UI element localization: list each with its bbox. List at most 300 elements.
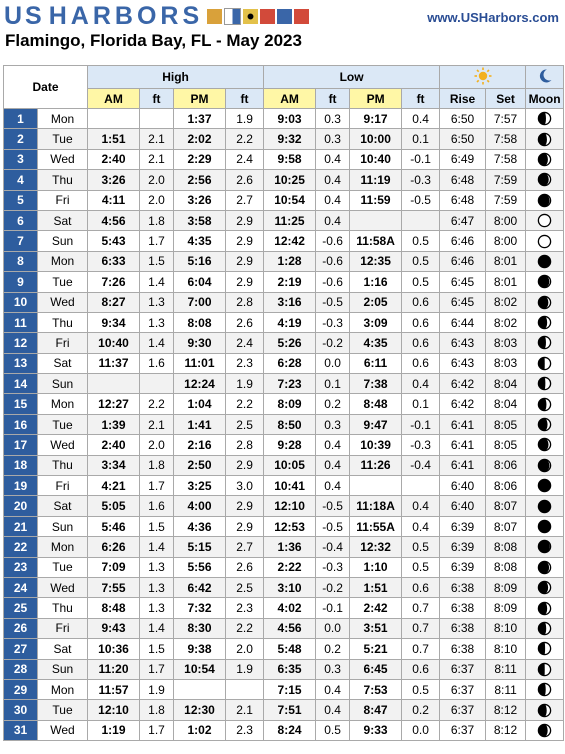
high-pm-time: 3:26: [174, 190, 226, 210]
low-pm-time: 7:53: [350, 679, 402, 699]
date-number: 16: [4, 414, 38, 434]
table-row: [4, 251, 564, 271]
flag-1-icon: [207, 9, 222, 24]
high-pm-time: 1:41: [174, 414, 226, 434]
high-pm-time: 4:36: [174, 516, 226, 536]
date-number: 23: [4, 557, 38, 577]
high-am-time: 2:40: [88, 435, 140, 455]
high-am-time: 7:26: [88, 272, 140, 292]
moon-phase-icon: [526, 190, 564, 210]
high-am-ft: 1.3: [140, 577, 174, 597]
moon-phase-icon: [526, 292, 564, 312]
high-am-ft: 2.0: [140, 170, 174, 190]
date-number: 11: [4, 312, 38, 332]
low-pm-header: PM: [350, 89, 402, 109]
sunset: 7:59: [486, 190, 526, 210]
low-am-time: 1:28: [264, 251, 316, 271]
moon-phase-icon: [526, 251, 564, 271]
low-am-ft: 0.2: [316, 394, 350, 414]
high-am-time: [88, 109, 140, 129]
high-pm-ft: 2.9: [226, 516, 264, 536]
low-pm-ft: -0.3: [402, 435, 440, 455]
high-header: High: [88, 66, 264, 89]
sunrise: 6:41: [440, 414, 486, 434]
high-pm-ft: 2.3: [226, 353, 264, 373]
table-row: [4, 537, 564, 557]
high-am-ft-header: ft: [140, 89, 174, 109]
flag-3-icon: [243, 9, 258, 24]
low-pm-time: 11:55A: [350, 516, 402, 536]
table-row: [4, 496, 564, 516]
moon-phase-icon: [526, 149, 564, 169]
table-row: [4, 333, 564, 353]
high-am-ft: 1.7: [140, 720, 174, 740]
low-am-time: 8:50: [264, 414, 316, 434]
low-am-ft: 0.0: [316, 353, 350, 373]
low-header: Low: [264, 66, 440, 89]
low-pm-time: 7:38: [350, 374, 402, 394]
high-am-ft: 1.6: [140, 353, 174, 373]
date-number: 13: [4, 353, 38, 373]
page-title: Flamingo, Florida Bay, FL - May 2023: [5, 31, 302, 50]
high-pm-ft: 2.6: [226, 312, 264, 332]
low-am-time: 9:03: [264, 109, 316, 129]
sunset: 8:00: [486, 210, 526, 230]
low-am-time: 2:19: [264, 272, 316, 292]
high-pm-time: 2:50: [174, 455, 226, 475]
high-pm-time: 11:01: [174, 353, 226, 373]
high-am-time: [88, 374, 140, 394]
high-am-time: 1:39: [88, 414, 140, 434]
low-pm-ft: 0.7: [402, 639, 440, 659]
low-pm-ft: 0.2: [402, 700, 440, 720]
high-pm-time: 12:24: [174, 374, 226, 394]
high-pm-time: 8:30: [174, 618, 226, 638]
high-am-time: 3:26: [88, 170, 140, 190]
high-pm-time: 5:15: [174, 537, 226, 557]
high-pm-ft: 2.4: [226, 149, 264, 169]
high-pm-time: 5:56: [174, 557, 226, 577]
low-pm-time: 9:47: [350, 414, 402, 434]
low-am-ft: -0.3: [316, 557, 350, 577]
moon-header: Moon: [526, 89, 564, 109]
date-number: 27: [4, 639, 38, 659]
tide-table: [3, 65, 564, 741]
date-number: 3: [4, 149, 38, 169]
high-pm-ft: 2.2: [226, 618, 264, 638]
sunrise: 6:48: [440, 190, 486, 210]
date-number: 19: [4, 476, 38, 496]
high-pm-ft: 1.9: [226, 109, 264, 129]
sunrise: 6:50: [440, 109, 486, 129]
date-number: 31: [4, 720, 38, 740]
high-am-ft: [140, 374, 174, 394]
moon-phase-icon: [526, 312, 564, 332]
sunset: 7:58: [486, 129, 526, 149]
table-row: [4, 414, 564, 434]
high-am-ft: 1.6: [140, 496, 174, 516]
table-row: [4, 455, 564, 475]
sunset: 8:02: [486, 312, 526, 332]
low-pm-ft: 0.0: [402, 720, 440, 740]
brand-us-text: US: [4, 1, 45, 30]
high-am-ft: 2.1: [140, 414, 174, 434]
sunrise: 6:50: [440, 129, 486, 149]
low-pm-ft: -0.4: [402, 455, 440, 475]
high-am-ft: 1.5: [140, 639, 174, 659]
moon-phase-icon: [526, 618, 564, 638]
low-am-time: 7:51: [264, 700, 316, 720]
day-cell: Wed: [38, 435, 88, 455]
low-pm-ft: 0.1: [402, 394, 440, 414]
date-number: 26: [4, 618, 38, 638]
low-am-time: 6:28: [264, 353, 316, 373]
high-am-ft: 1.3: [140, 292, 174, 312]
sunrise: 6:39: [440, 516, 486, 536]
sunrise: 6:39: [440, 537, 486, 557]
low-am-time: 1:36: [264, 537, 316, 557]
sunset: 7:59: [486, 170, 526, 190]
high-am-time: 11:20: [88, 659, 140, 679]
sunset: 8:12: [486, 700, 526, 720]
high-pm-time: 1:37: [174, 109, 226, 129]
date-number: 17: [4, 435, 38, 455]
high-pm-ft: 2.9: [226, 210, 264, 230]
sunrise: 6:37: [440, 700, 486, 720]
table-row: [4, 598, 564, 618]
sunrise: 6:44: [440, 312, 486, 332]
low-am-ft: 0.4: [316, 190, 350, 210]
moon-phase-icon: [526, 537, 564, 557]
low-am-ft: -0.1: [316, 598, 350, 618]
high-pm-ft: 2.2: [226, 129, 264, 149]
high-am-time: 3:34: [88, 455, 140, 475]
moon-phase-icon: [526, 720, 564, 740]
day-cell: Thu: [38, 598, 88, 618]
day-cell: Tue: [38, 557, 88, 577]
high-pm-ft: 2.9: [226, 455, 264, 475]
high-am-time: 4:21: [88, 476, 140, 496]
low-am-time: 10:05: [264, 455, 316, 475]
low-pm-time: 1:51: [350, 577, 402, 597]
day-cell: Mon: [38, 679, 88, 699]
low-am-ft: -0.6: [316, 231, 350, 251]
sunrise: 6:38: [440, 598, 486, 618]
low-am-time: 2:22: [264, 557, 316, 577]
moon-phase-icon: [526, 557, 564, 577]
low-pm-time: 1:10: [350, 557, 402, 577]
table-row: [4, 557, 564, 577]
low-am-time: 8:09: [264, 394, 316, 414]
flag-2-icon: [224, 8, 241, 25]
low-am-ft: 0.4: [316, 210, 350, 230]
low-am-ft: 0.4: [316, 149, 350, 169]
moon-phase-icon: [526, 129, 564, 149]
table-row: [4, 190, 564, 210]
high-am-time: 5:05: [88, 496, 140, 516]
low-am-ft: 0.5: [316, 720, 350, 740]
high-am-ft: 1.4: [140, 333, 174, 353]
table-row: [4, 170, 564, 190]
high-pm-time: 9:38: [174, 639, 226, 659]
low-am-time: 10:25: [264, 170, 316, 190]
low-pm-ft: 0.1: [402, 129, 440, 149]
day-cell: Fri: [38, 476, 88, 496]
low-am-ft: 0.2: [316, 639, 350, 659]
high-pm-time: 10:54: [174, 659, 226, 679]
moon-phase-icon: [526, 109, 564, 129]
high-pm-ft: 1.9: [226, 374, 264, 394]
low-am-time: 9:32: [264, 129, 316, 149]
day-cell: Sat: [38, 210, 88, 230]
high-pm-ft: 2.5: [226, 414, 264, 434]
high-pm-ft: 2.3: [226, 720, 264, 740]
high-am-ft: 1.9: [140, 679, 174, 699]
high-pm-ft: 2.9: [226, 251, 264, 271]
low-am-time: 5:48: [264, 639, 316, 659]
date-number: 29: [4, 679, 38, 699]
table-row: [4, 149, 564, 169]
low-am-time: 7:15: [264, 679, 316, 699]
low-am-ft: -0.5: [316, 496, 350, 516]
low-pm-ft: 0.5: [402, 679, 440, 699]
low-pm-ft: 0.6: [402, 353, 440, 373]
low-am-time: 8:24: [264, 720, 316, 740]
high-am-ft: 1.3: [140, 312, 174, 332]
moon-phase-icon: [526, 598, 564, 618]
low-pm-ft: 0.5: [402, 557, 440, 577]
date-number: 15: [4, 394, 38, 414]
table-row: [4, 639, 564, 659]
low-pm-time: 6:11: [350, 353, 402, 373]
high-pm-time: 7:32: [174, 598, 226, 618]
high-pm-time: 7:00: [174, 292, 226, 312]
high-am-ft: 1.4: [140, 272, 174, 292]
low-pm-time: 11:18A: [350, 496, 402, 516]
day-cell: Mon: [38, 251, 88, 271]
date-number: 2: [4, 129, 38, 149]
table-row: [4, 292, 564, 312]
sunset: 8:04: [486, 374, 526, 394]
high-am-ft: 1.8: [140, 210, 174, 230]
day-cell: Mon: [38, 109, 88, 129]
high-am-ft: 1.4: [140, 618, 174, 638]
sunrise: 6:38: [440, 577, 486, 597]
low-am-ft: 0.0: [316, 618, 350, 638]
high-pm-time: 2:16: [174, 435, 226, 455]
sunset-header: Set: [486, 89, 526, 109]
high-am-ft: 2.2: [140, 394, 174, 414]
high-am-time: 12:10: [88, 700, 140, 720]
low-pm-time: 3:09: [350, 312, 402, 332]
sunrise: 6:46: [440, 231, 486, 251]
header: [0, 0, 565, 64]
day-cell: Fri: [38, 190, 88, 210]
day-cell: Wed: [38, 292, 88, 312]
date-number: 30: [4, 700, 38, 720]
site-url-link[interactable]: www.USHarbors.com: [427, 10, 559, 25]
sunset: 8:02: [486, 292, 526, 312]
low-pm-time: 5:21: [350, 639, 402, 659]
table-row: [4, 516, 564, 536]
day-cell: Sat: [38, 639, 88, 659]
high-pm-ft: 2.9: [226, 231, 264, 251]
high-pm-time: 8:08: [174, 312, 226, 332]
low-am-ft: -0.3: [316, 312, 350, 332]
high-am-ft: 1.3: [140, 598, 174, 618]
high-am-time: 11:57: [88, 679, 140, 699]
nautical-flags-icon: [207, 8, 309, 25]
low-pm-time: 10:00: [350, 129, 402, 149]
table-row: [4, 435, 564, 455]
high-am-ft: 1.8: [140, 700, 174, 720]
day-cell: Wed: [38, 720, 88, 740]
low-am-time: 9:28: [264, 435, 316, 455]
low-pm-time: 8:47: [350, 700, 402, 720]
table-row: [4, 312, 564, 332]
high-pm-time: [174, 679, 226, 699]
high-pm-ft: 1.9: [226, 659, 264, 679]
moon-phase-icon: [526, 394, 564, 414]
high-pm-time: 9:30: [174, 333, 226, 353]
low-pm-ft: 0.7: [402, 618, 440, 638]
low-am-time: 12:53: [264, 516, 316, 536]
moon-phase-icon: [526, 577, 564, 597]
low-pm-time: 6:45: [350, 659, 402, 679]
high-pm-ft: 2.6: [226, 557, 264, 577]
sunset: 8:04: [486, 394, 526, 414]
low-am-ft: -0.5: [316, 292, 350, 312]
sunrise: 6:41: [440, 435, 486, 455]
low-pm-ft: 0.6: [402, 312, 440, 332]
low-am-time: 10:54: [264, 190, 316, 210]
low-am-time: 12:10: [264, 496, 316, 516]
sunrise: 6:38: [440, 618, 486, 638]
low-am-ft: 0.4: [316, 455, 350, 475]
low-am-time: 4:19: [264, 312, 316, 332]
moon-phase-icon: [526, 496, 564, 516]
high-am-time: 5:43: [88, 231, 140, 251]
sunrise: 6:37: [440, 720, 486, 740]
low-am-time: 3:10: [264, 577, 316, 597]
sunrise: 6:38: [440, 639, 486, 659]
moon-phase-icon: [526, 272, 564, 292]
high-pm-ft: 3.0: [226, 476, 264, 496]
low-pm-ft: 0.4: [402, 516, 440, 536]
low-pm-time: [350, 210, 402, 230]
table-row: [4, 720, 564, 740]
sunset: 8:05: [486, 414, 526, 434]
sunset: 8:01: [486, 272, 526, 292]
table-row: [4, 394, 564, 414]
sunrise: 6:43: [440, 353, 486, 373]
table-row: [4, 231, 564, 251]
sunset: 8:08: [486, 557, 526, 577]
moon-phase-icon: [526, 170, 564, 190]
day-cell: Sat: [38, 353, 88, 373]
date-number: 25: [4, 598, 38, 618]
sunset: 8:00: [486, 231, 526, 251]
sunrise: 6:48: [440, 170, 486, 190]
low-am-time: 4:02: [264, 598, 316, 618]
high-pm-ft: 2.7: [226, 537, 264, 557]
high-am-time: 5:46: [88, 516, 140, 536]
sunset: 8:09: [486, 577, 526, 597]
high-am-ft: 1.8: [140, 455, 174, 475]
low-pm-time: 3:51: [350, 618, 402, 638]
low-am-time: 11:25: [264, 210, 316, 230]
low-am-ft: 0.4: [316, 476, 350, 496]
day-cell: Sat: [38, 496, 88, 516]
low-am-time: 9:58: [264, 149, 316, 169]
low-pm-ft: 0.4: [402, 374, 440, 394]
day-cell: Thu: [38, 170, 88, 190]
high-pm-ft: [226, 679, 264, 699]
date-number: 9: [4, 272, 38, 292]
date-number: 20: [4, 496, 38, 516]
high-pm-ft: 2.3: [226, 598, 264, 618]
sunset: 8:12: [486, 720, 526, 740]
moon-phase-icon: [526, 333, 564, 353]
low-am-ft: 0.3: [316, 414, 350, 434]
high-pm-time: 4:00: [174, 496, 226, 516]
date-number: 18: [4, 455, 38, 475]
low-pm-ft: -0.1: [402, 414, 440, 434]
moon-phase-icon: [526, 435, 564, 455]
table-row: [4, 374, 564, 394]
high-am-time: 6:26: [88, 537, 140, 557]
day-cell: Tue: [38, 129, 88, 149]
table-row: [4, 129, 564, 149]
date-number: 21: [4, 516, 38, 536]
low-am-ft: 0.4: [316, 435, 350, 455]
high-am-time: 4:11: [88, 190, 140, 210]
sunrise: 6:37: [440, 659, 486, 679]
moon-phase-icon: [526, 374, 564, 394]
moon-phase-icon: [526, 231, 564, 251]
high-am-ft: 1.4: [140, 537, 174, 557]
low-pm-time: 9:17: [350, 109, 402, 129]
low-pm-ft: -0.5: [402, 190, 440, 210]
date-number: 22: [4, 537, 38, 557]
day-cell: Sun: [38, 231, 88, 251]
high-pm-time: 3:25: [174, 476, 226, 496]
high-pm-ft: 2.2: [226, 394, 264, 414]
day-cell: Fri: [38, 333, 88, 353]
high-pm-ft: 2.8: [226, 292, 264, 312]
low-pm-time: 11:59: [350, 190, 402, 210]
sunset: 8:01: [486, 251, 526, 271]
high-pm-time: 1:02: [174, 720, 226, 740]
brand-harbors-text: HARBORS: [48, 1, 204, 30]
low-pm-ft: -0.3: [402, 170, 440, 190]
low-pm-ft: 0.7: [402, 598, 440, 618]
high-pm-header: PM: [174, 89, 226, 109]
moon-phase-icon: [526, 414, 564, 434]
brand-logo[interactable]: [4, 2, 309, 30]
high-am-time: 10:40: [88, 333, 140, 353]
sunset: 8:06: [486, 476, 526, 496]
high-pm-ft: 2.4: [226, 333, 264, 353]
table-row: [4, 577, 564, 597]
high-am-ft: 2.0: [140, 190, 174, 210]
sunrise: 6:41: [440, 455, 486, 475]
high-pm-time: 3:58: [174, 210, 226, 230]
high-pm-time: 2:02: [174, 129, 226, 149]
day-cell: Sun: [38, 659, 88, 679]
sunset: 8:03: [486, 333, 526, 353]
day-cell: Thu: [38, 312, 88, 332]
